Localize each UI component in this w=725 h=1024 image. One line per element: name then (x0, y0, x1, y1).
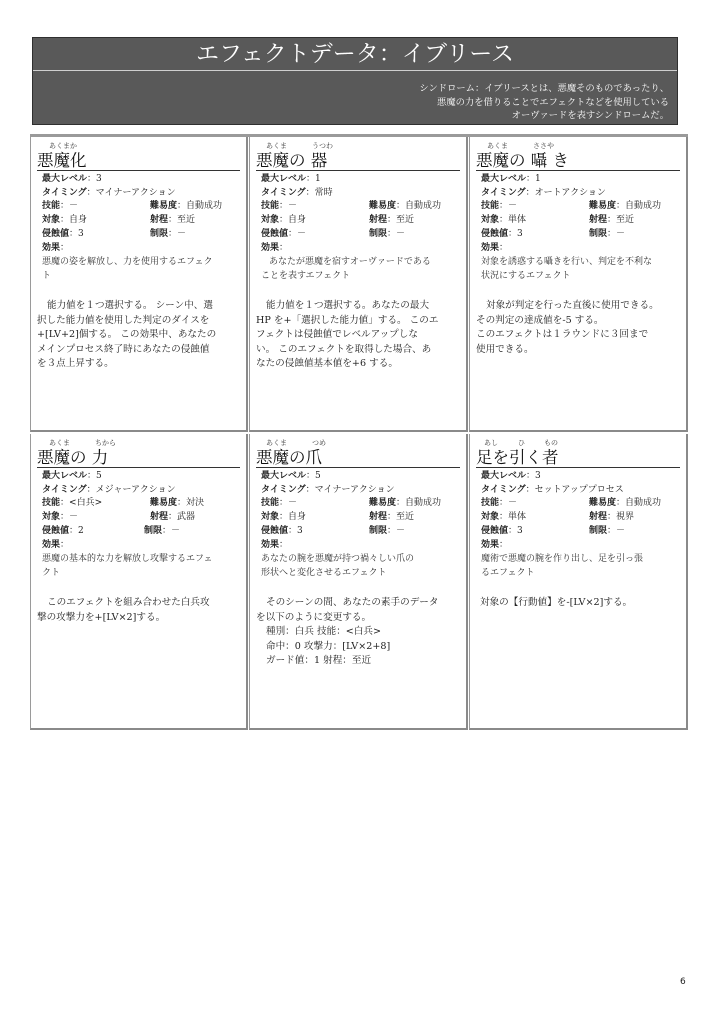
body-line: 使用できる。 (476, 343, 534, 355)
limit-value: － (396, 525, 406, 536)
effect-card (30, 434, 248, 730)
effect-body (37, 299, 240, 372)
skill-value: － (288, 201, 298, 212)
label-timing: タイミング (481, 484, 526, 495)
target-value: 自身 (288, 512, 307, 523)
body-line: 対象の【行動値】を-[LV×2]する。 (480, 597, 633, 609)
sep: ： (69, 228, 79, 239)
sep: ： (499, 512, 509, 523)
label-difficulty: 難易度 (369, 498, 397, 509)
sep: ： (177, 498, 187, 509)
summary-line: 対象を誘惑する囁きを行い、判定を不利な (481, 257, 653, 268)
sep: ： (607, 512, 617, 523)
difficulty-value: 対決 (186, 498, 205, 509)
body-line: 能力値を１つ選択する。あなたの最大 (266, 300, 430, 312)
ruby-text: あし (484, 439, 498, 447)
target-value: － (69, 512, 79, 523)
effect-card (30, 137, 248, 432)
sep: ： (499, 215, 509, 226)
ruby-text: ひ (518, 439, 525, 447)
sep: ： (508, 525, 518, 536)
effect-stats (256, 470, 460, 552)
max-level-value: 5 (315, 471, 321, 481)
label-range: 射程 (589, 512, 608, 523)
sep: ： (288, 228, 298, 239)
range-value: 至近 (396, 512, 415, 523)
sep: ： (508, 228, 518, 239)
label-skill: 技能 (42, 201, 61, 212)
target-value: 単体 (508, 512, 527, 523)
target-value: 自身 (69, 215, 88, 226)
label-limit: 制限 (150, 228, 169, 239)
body-line: このエフェクトは１ラウンドに３回まで (476, 329, 649, 341)
ruby-text: あくま (266, 142, 287, 150)
summary-line: 悪魔の姿を解放し、力を使用するエフェク (42, 257, 213, 268)
label-effect: 効果 (261, 539, 280, 550)
sep: ： (279, 498, 289, 509)
sep: ： (279, 201, 289, 212)
label-max-level: 最大レベル (42, 174, 88, 184)
effect-name: 悪魔の 力 (37, 448, 240, 468)
label-max-level: 最大レベル (481, 471, 527, 481)
effect-stats (476, 470, 680, 552)
erosion-value: 3 (78, 228, 84, 239)
weapon-data-line: ガード値：1 射程：至近 (266, 655, 372, 667)
ruby-text: あくま (487, 142, 508, 150)
limit-value: － (616, 228, 626, 239)
body-line: その判定の達成値を-5 する。 (476, 314, 604, 326)
sep: ： (499, 498, 509, 509)
sep: ： (305, 484, 315, 495)
limit-value: － (177, 228, 187, 239)
effect-body (476, 299, 680, 357)
label-skill: 技能 (481, 498, 500, 509)
body-line: そのシーンの間、あなたの素手のデータ (266, 597, 439, 609)
timing-value: マイナーアクション (95, 187, 176, 198)
ruby-annotation (476, 438, 680, 448)
effect-card (469, 137, 688, 432)
sep: ： (499, 539, 509, 550)
label-effect: 効果 (481, 539, 500, 550)
skill-value: － (508, 498, 518, 509)
page-header (32, 37, 678, 125)
sep: ： (60, 215, 70, 226)
sep: ： (168, 512, 178, 523)
max-level-value: 1 (535, 174, 541, 184)
label-range: 射程 (369, 215, 388, 226)
difficulty-value: 自動成功 (186, 201, 223, 212)
ruby-annotation (37, 438, 240, 448)
label-timing: タイミング (481, 187, 526, 198)
label-limit: 制限 (369, 228, 388, 239)
range-value: 視界 (616, 512, 635, 523)
timing-value: オートアクション (534, 187, 606, 198)
target-value: 自身 (288, 215, 307, 226)
skill-value: － (288, 498, 298, 509)
label-skill: 技能 (481, 201, 500, 212)
label-effect: 効果 (42, 242, 61, 253)
max-level-value: 5 (96, 471, 102, 481)
summary-line: 形状へと変化させるエフェクト (261, 568, 387, 579)
label-limit: 制限 (144, 525, 163, 536)
label-difficulty: 難易度 (150, 201, 178, 212)
effect-name: 悪魔の爪 (256, 448, 460, 468)
body-line: 能力値を１つ選択する。 シーン中、選 (47, 300, 213, 312)
difficulty-value: 自動成功 (625, 498, 662, 509)
skill-value: <白兵> (69, 498, 103, 509)
sep: ： (607, 525, 617, 536)
ruby-text: あくま (49, 439, 70, 447)
ruby-annotation (256, 141, 460, 151)
sep: ： (607, 228, 617, 239)
timing-value: セットアッププロセス (534, 484, 624, 495)
label-range: 射程 (150, 512, 169, 523)
label-target: 対象 (42, 512, 61, 523)
label-difficulty: 難易度 (150, 498, 178, 509)
sep: ： (177, 201, 187, 212)
sep: ： (616, 498, 626, 509)
body-line: 撃の攻撃力を+[LV×2]する。 (37, 611, 166, 623)
sep: ： (396, 498, 406, 509)
max-level-value: 3 (535, 471, 541, 481)
page-number: 6 (680, 977, 686, 987)
effect-summary (476, 552, 680, 580)
label-difficulty: 難易度 (369, 201, 397, 212)
label-max-level: 最大レベル (481, 174, 527, 184)
effect-card (249, 434, 468, 730)
summary-line: 悪魔の基本的な力を解放し攻撃するエフェ (42, 554, 213, 565)
skill-value: － (69, 201, 79, 212)
difficulty-value: 自動成功 (405, 201, 442, 212)
max-level-value: 3 (96, 174, 102, 184)
sep: ： (387, 512, 397, 523)
effect-card (249, 137, 468, 432)
summary-line: 魔術で悪魔の腕を作り出し、足を引っ張 (481, 554, 644, 565)
sep: ： (525, 187, 535, 198)
effect-body (476, 596, 680, 611)
label-erosion: 侵蝕値 (42, 525, 70, 536)
effect-name: 悪魔の 囁 き (476, 151, 680, 171)
effect-body (256, 596, 460, 669)
label-timing: タイミング (42, 484, 87, 495)
label-range: 射程 (150, 215, 169, 226)
label-effect: 効果 (481, 242, 500, 253)
label-difficulty: 難易度 (589, 201, 617, 212)
sep: ： (87, 471, 97, 481)
sep: ： (396, 201, 406, 212)
range-value: 至近 (177, 215, 196, 226)
label-max-level: 最大レベル (261, 471, 307, 481)
ruby-text: うつわ (312, 142, 333, 150)
ruby-text: ささや (533, 142, 554, 150)
syndrome-description (339, 82, 669, 123)
sep: ： (288, 525, 298, 536)
difficulty-value: 自動成功 (405, 498, 442, 509)
timing-value: 常時 (314, 187, 333, 198)
sep: ： (60, 242, 70, 253)
label-max-level: 最大レベル (42, 471, 88, 481)
summary-line: ト (42, 271, 52, 282)
ruby-annotation (476, 141, 680, 151)
label-erosion: 侵蝕値 (42, 228, 70, 239)
limit-value: － (396, 228, 406, 239)
ruby-text: あくまか (49, 142, 77, 150)
label-erosion: 侵蝕値 (261, 228, 289, 239)
erosion-value: 2 (78, 525, 84, 536)
ruby-annotation (256, 438, 460, 448)
summary-line: るエフェクト (481, 568, 535, 579)
label-target: 対象 (261, 215, 280, 226)
erosion-value: 3 (297, 525, 303, 536)
body-line: を以下のように変更する。 (256, 611, 372, 623)
limit-value: － (171, 525, 181, 536)
skill-value: － (508, 201, 518, 212)
sep: ： (387, 525, 397, 536)
sep: ： (607, 215, 617, 226)
ruby-text: あくま (266, 439, 287, 447)
label-erosion: 侵蝕値 (481, 228, 509, 239)
label-skill: 技能 (261, 201, 280, 212)
effect-summary (37, 552, 240, 580)
sep: ： (525, 484, 535, 495)
summary-line: あなたが悪魔を宿すオーヴァードである (269, 257, 431, 268)
sep: ： (279, 242, 289, 253)
ruby-text: ちから (95, 439, 116, 447)
body-line: なたの侵蝕値基本値を+6 する。 (256, 358, 398, 370)
timing-value: メジャーアクション (95, 484, 176, 495)
sep: ： (499, 242, 509, 253)
weapon-data-line: 命中：0 攻撃力：[LV×2+8] (266, 640, 391, 652)
erosion-value: 3 (517, 228, 523, 239)
max-level-value: 1 (315, 174, 321, 184)
label-effect: 効果 (261, 242, 280, 253)
label-erosion: 侵蝕値 (261, 525, 289, 536)
sep: ： (526, 471, 536, 481)
effect-summary (37, 255, 240, 283)
ruby-text: もの (544, 439, 558, 447)
effect-summary (256, 552, 460, 580)
effect-body (37, 596, 240, 625)
sep: ： (387, 215, 397, 226)
effect-body (256, 299, 460, 372)
sep: ： (306, 471, 316, 481)
body-line: い。 このエフェクトを取得した場合、あ (256, 343, 432, 355)
sep: ： (86, 484, 96, 495)
range-value: 至近 (396, 215, 415, 226)
effect-name: 悪魔化 (37, 151, 240, 171)
body-line: 択した能力値を使用した判定のダイスを (37, 314, 210, 326)
description-line: 悪魔の力を借りることでエフェクトなどを使用している (437, 96, 669, 108)
ruby-annotation (37, 141, 240, 151)
label-erosion: 侵蝕値 (481, 525, 509, 536)
erosion-value: － (297, 228, 307, 239)
label-target: 対象 (481, 215, 500, 226)
range-value: 至近 (616, 215, 635, 226)
label-limit: 制限 (589, 228, 608, 239)
label-range: 射程 (589, 215, 608, 226)
label-limit: 制限 (369, 525, 388, 536)
body-line: フェクトは侵蝕値でレベルアップしな (256, 329, 418, 341)
sep: ： (305, 187, 315, 198)
sep: ： (60, 539, 70, 550)
sep: ： (526, 174, 536, 184)
summary-line: クト (42, 568, 61, 579)
body-line: を３点上昇する。 (37, 358, 114, 370)
label-timing: タイミング (261, 187, 306, 198)
effect-stats (256, 173, 460, 255)
effect-stats (37, 470, 240, 552)
body-line: このエフェクトを組み合わせた白兵攻 (47, 597, 210, 609)
summary-line: あなたの腕を悪魔が持つ禍々しい爪の (261, 554, 415, 565)
sep: ： (387, 228, 397, 239)
sep: ： (60, 512, 70, 523)
sep: ： (279, 215, 289, 226)
summary-line: 状況にするエフェクト (481, 271, 571, 282)
sep: ： (306, 174, 316, 184)
body-line: メインプロセス終了時にあなたの侵蝕値 (37, 343, 210, 355)
sep: ： (162, 525, 172, 536)
difficulty-value: 自動成功 (625, 201, 662, 212)
sep: ： (87, 174, 97, 184)
effect-stats (37, 173, 240, 255)
description-line: オーヴァードを表すシンドロームだ。 (511, 110, 669, 121)
label-target: 対象 (261, 512, 280, 523)
label-difficulty: 難易度 (589, 498, 617, 509)
label-effect: 効果 (42, 539, 61, 550)
summary-line: ことを表すエフェクト (261, 271, 351, 282)
range-value: 武器 (177, 512, 196, 523)
label-skill: 技能 (261, 498, 280, 509)
sep: ： (168, 228, 178, 239)
target-value: 単体 (508, 215, 527, 226)
label-timing: タイミング (42, 187, 87, 198)
sep: ： (60, 201, 70, 212)
body-line: 対象が判定を行った直後に使用できる。 (486, 300, 659, 312)
body-line: +[LV+2]個する。 この効果中、あなたの (37, 329, 217, 341)
sep: ： (499, 201, 509, 212)
sep: ： (616, 201, 626, 212)
description-line: シンドローム：イブリースとは、悪魔そのものであったり、 (419, 83, 669, 94)
effect-name: 足を引く者 (476, 448, 680, 468)
sep: ： (279, 512, 289, 523)
effect-summary (256, 255, 460, 283)
effect-name: 悪魔の 器 (256, 151, 460, 171)
sep: ： (69, 525, 79, 536)
limit-value: － (616, 525, 626, 536)
sep: ： (279, 539, 289, 550)
ruby-text: つめ (312, 439, 326, 447)
label-limit: 制限 (589, 525, 608, 536)
label-timing: タイミング (261, 484, 306, 495)
timing-value: マイナーアクション (314, 484, 395, 495)
weapon-data-line: 種別：白兵 技能：<白兵> (266, 626, 382, 638)
label-target: 対象 (42, 215, 61, 226)
label-range: 射程 (369, 512, 388, 523)
label-max-level: 最大レベル (261, 174, 307, 184)
erosion-value: 3 (517, 525, 523, 536)
sep: ： (86, 187, 96, 198)
effect-summary (476, 255, 680, 283)
effect-card (469, 434, 688, 730)
sep: ： (60, 498, 70, 509)
label-skill: 技能 (42, 498, 61, 509)
body-line: HP を+「選択した能力値」する。 このエ (256, 314, 439, 326)
effect-stats (476, 173, 680, 255)
sep: ： (168, 215, 178, 226)
label-target: 対象 (481, 512, 500, 523)
page-title: エフェクトデータ：イブリース (33, 38, 677, 71)
